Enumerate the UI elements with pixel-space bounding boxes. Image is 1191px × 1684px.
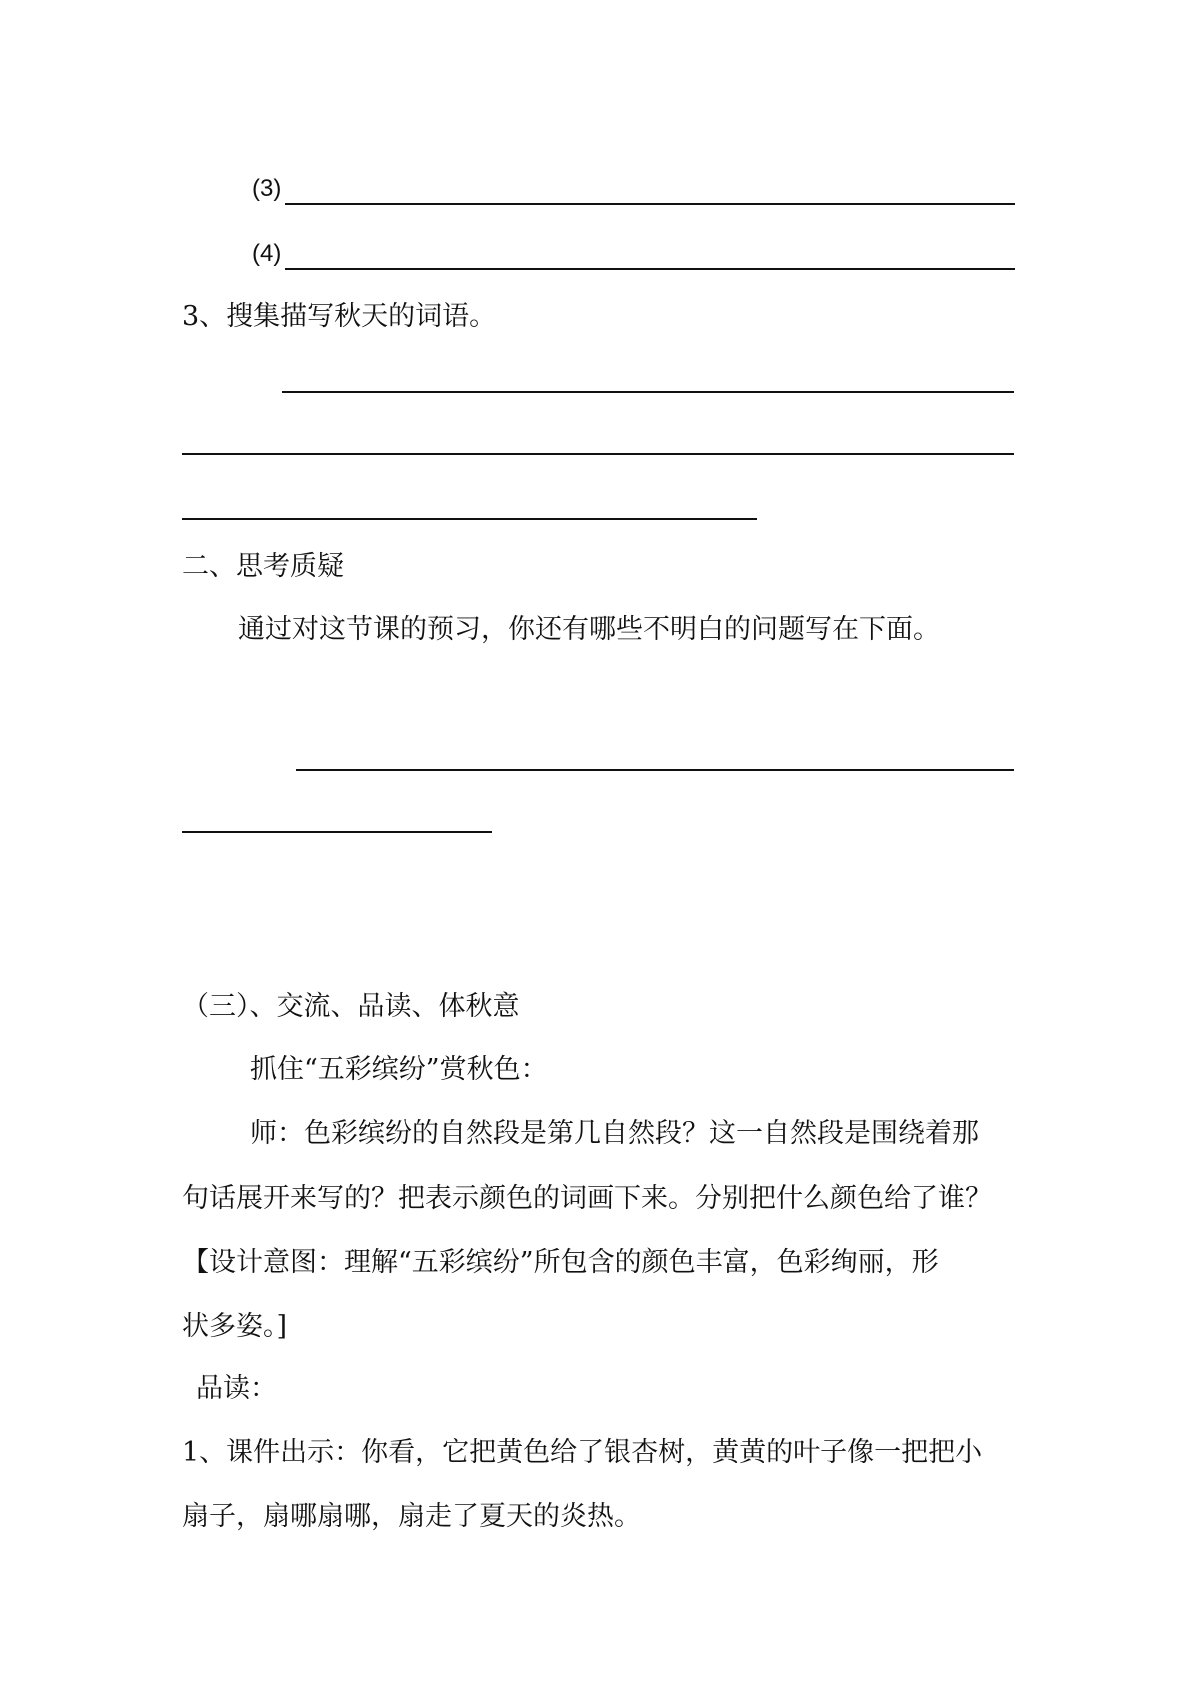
section-3-title: （三）、交流、品读、体秋意 bbox=[182, 991, 520, 1022]
question-3: 3、搜集描写秋天的词语。 bbox=[182, 301, 497, 332]
courseware-line-2: 扇子，扇哪扇哪，扇走了夏天的炎热。 bbox=[182, 1501, 641, 1532]
fill-item-3-blank[interactable] bbox=[285, 203, 1015, 205]
design-line-2: 状多姿。] bbox=[182, 1311, 288, 1342]
answer-line-2[interactable] bbox=[182, 453, 1014, 455]
section-2-title: 二、思考质疑 bbox=[182, 551, 344, 582]
teacher-line-2: 句话展开来写的？把表示颜色的词画下来。分别把什么颜色给了谁？ bbox=[182, 1183, 992, 1214]
fill-item-4-label: (4) bbox=[252, 240, 282, 267]
courseware-line-1: 1、课件出示：你看，它把黄色给了银杏树，黄黄的叶子像一把把小 bbox=[182, 1437, 983, 1468]
pindu-label: 品读： bbox=[196, 1373, 277, 1404]
answer-line-3[interactable] bbox=[182, 518, 757, 520]
fill-item-4-blank[interactable] bbox=[285, 268, 1015, 270]
answer-line-1[interactable] bbox=[282, 391, 1014, 393]
section-2-text: 通过对这节课的预习，你还有哪些不明白的问题写在下面。 bbox=[238, 614, 940, 645]
teacher-line-1: 师：色彩缤纷的自然段是第几自然段？这一自然段是围绕着那 bbox=[250, 1118, 979, 1149]
question-line-1[interactable] bbox=[296, 769, 1014, 771]
question-line-2[interactable] bbox=[182, 831, 492, 833]
design-line-1: 【设计意图：理解“五彩缤纷”所包含的颜色丰富，色彩绚丽，形 bbox=[182, 1247, 939, 1278]
grasp-line: 抓住“五彩缤纷”赏秋色： bbox=[250, 1054, 548, 1085]
fill-item-3-label: (3) bbox=[252, 175, 282, 202]
